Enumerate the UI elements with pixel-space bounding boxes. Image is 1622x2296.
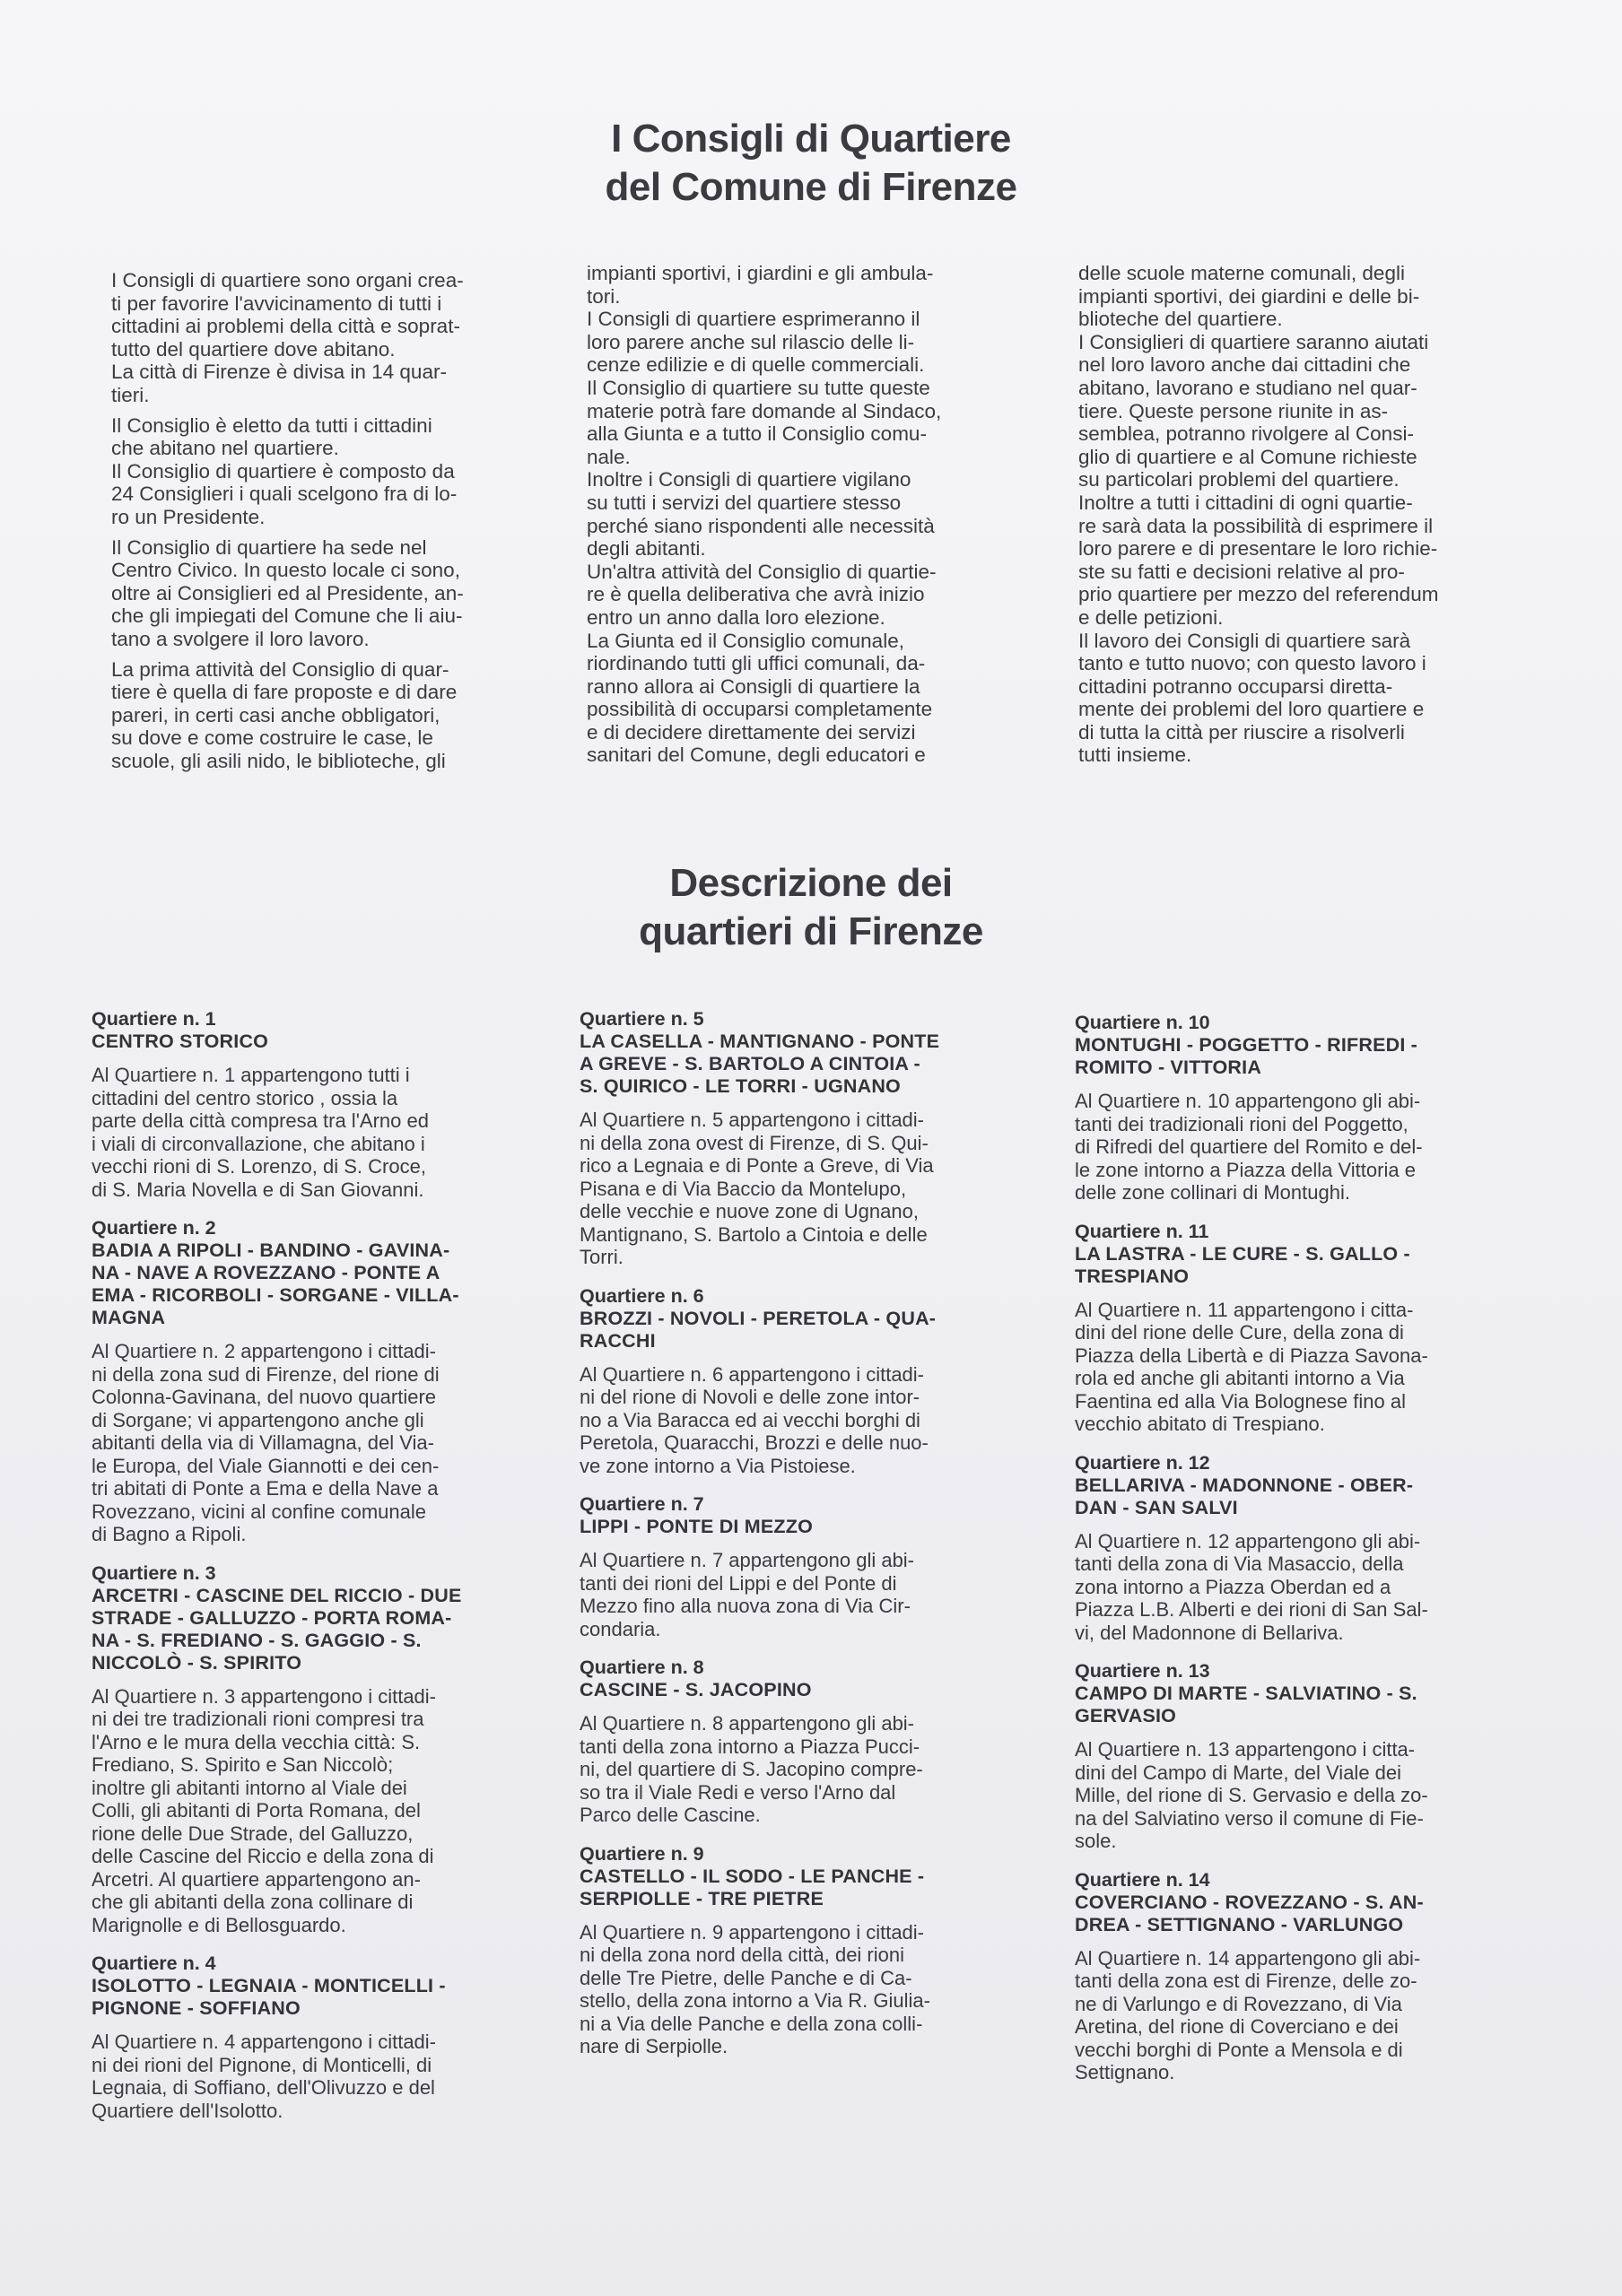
quartiere-names: LIPPI - PONTE DI MEZZO xyxy=(580,1516,814,1537)
quartiere-number: Quartiere n. 6 xyxy=(580,1284,704,1307)
intro-column-3 xyxy=(1078,262,1505,767)
quartiere-entry xyxy=(580,1493,1010,1640)
quartiere-description: Al Quartiere n. 8 appartengono gli abi- tanti della zona intorno a Piazza Pucci- ni, del quartiere di S. Jacopino compre- so tra il Viale Redi e verso l'Arno dal Parco delle Cascine. xyxy=(580,1712,923,1826)
quartieri-column-3 xyxy=(1075,1012,1505,2100)
quartiere-names: BROZZI - NOVOLI - PERETOLA - QUA- RACCHI xyxy=(580,1307,937,1352)
quartiere-number: Quartiere n. 2 xyxy=(92,1217,216,1239)
quartiere-description: Al Quartiere n. 9 appartengono i cittadi- ni della zona nord della città, dei rioni delle Tre Pietre, delle Panche e di Ca- stello, della zona intorno a Via R. Giulia- ni a Via delle Panche e della zona colli- nare di Serpiolle. xyxy=(580,1920,930,2057)
quartiere-number: Quartiere n. 4 xyxy=(92,1952,216,1974)
quartiere-entry xyxy=(92,1562,522,1937)
quartiere-names: MONTUGHI - POGGETTO - RIFREDI - ROMITO - VITTORIA xyxy=(1075,1034,1418,1078)
intro-paragraph: delle scuole materne comunali, degli impianti sportivi, dei giardini e delle bi- blioteche del quartiere. I Consiglieri di quartiere saranno aiutati nel loro lavoro anche dai cittadini che abitano, lavorano e studiano nel quar- tiere. Queste persone riunite in as- semblea, potranno rivolgere al Consi- glio di quartiere e al Comune richieste su particolari problemi del quartiere. Inoltre a tutti i cittadini di ogni quartie- re sarà data la possibilità di esprimere il loro parere e di presentare le loro richie- ste su fatti e decisioni relative al pro- prio quartiere per mezzo del referendum e delle petizioni. Il lavoro dei Consigli di quartiere sarà tanto e tutto nuovo; con questo lavoro i cittadini potranno occuparsi diretta- mente dei problemi del loro quartiere e di tutta la città per riuscire a risolverli tutti insieme. xyxy=(1078,262,1439,767)
intro-paragraph: Il Consiglio è eletto da tutti i cittadini che abitano nel quartiere. Il Consiglio di quartiere è composto da 24 Consiglieri i quali scelgono fra di lo- ro un Presidente. xyxy=(111,413,458,528)
quartiere-description: Al Quartiere n. 5 appartengono i cittadi- ni della zona ovest di Firenze, di S. Qui- rico a Legnaia e di Ponte a Greve, di Via Pisana e di Via Baccio da Montelupo, delle vecchie e nuove zone di Ugnano, Mantignano, S. Bartolo a Cintoia e delle Torri. xyxy=(580,1109,934,1268)
quartiere-names: LA CASELLA - MANTIGNANO - PONTE A GREVE - S. BARTOLO A CINTOIA - S. QUIRICO - LE TORRI - UGNANO xyxy=(580,1031,940,1097)
quartiere-description: Al Quartiere n. 2 appartengono i cittadi- ni della zona sud di Firenze, del rione di Colonna-Gavinana, del nuovo quartiere di Sorgane; vi appartengono anche gli abitanti della via di Villamagna, del Via- le Europa, del Viale Giannotti e dei cen- tri abitati di Ponte a Ema e della Nave a Rovezzano, vicini al confine comunale di Bagno a Ripoli. xyxy=(92,1340,440,1545)
quartiere-number: Quartiere n. 13 xyxy=(1075,1660,1210,1682)
section-title-line-2: quartieri di Firenze xyxy=(639,909,983,953)
quartiere-description: Al Quartiere n. 14 appartengono gli abi- tanti della zona est di Firenze, delle zo- ne di Varlungo e di Rovezzano, di Via Aretina, del rione di Coverciano e dei vecchi borghi di Ponte a Mensola e di Settignano. xyxy=(1075,1946,1421,2083)
quartiere-description: Al Quartiere n. 12 appartengono gli abi- tanti della zona di Via Masaccio, della zona intorno a Piazza Oberdan ed a Piazza L.B. Alberti e dei rioni di San Sal- vi, del Madonnone di Bellariva. xyxy=(1075,1529,1428,1644)
quartiere-description: Al Quartiere n. 3 appartengono i cittadi- ni dei tre tradizionali rioni compresi tra l'Arno e le mura della vecchia città: S. Frediano, S. Spirito e San Niccolò; inoltre gli abitanti intorno al Viale dei Colli, gli abitanti di Porta Romana, del rione delle Due Strade, del Galluzzo, delle Cascine del Riccio e della zona di Arcetri. Al quartiere appartengono an- che gli abitanti della zona collinare di Marignolle e di Bellosguardo. xyxy=(92,1684,437,1936)
quartiere-description: Al Quartiere n. 1 appartengono tutti i cittadini del centro storico , ossia la parte della città compresa tra l'Arno ed i viali di circonvallazione, che abitano i vecchi rioni di S. Lorenzo, di S. Croce, di S. Maria Novella e di San Giovanni. xyxy=(92,1064,429,1201)
quartiere-entry xyxy=(580,1843,1010,2058)
quartiere-number: Quartiere n. 1 xyxy=(92,1008,216,1030)
quartiere-entry xyxy=(92,1217,522,1546)
quartiere-number: Quartiere n. 8 xyxy=(580,1657,704,1678)
section-title-line-1: Descrizione dei xyxy=(669,861,953,905)
quartiere-names: COVERCIANO - ROVEZZANO - S. AN- DREA - SETTIGNANO - VARLUNGO xyxy=(1075,1891,1424,1935)
quartiere-description: Al Quartiere n. 13 appartengono i citta- dini del Campo di Marte, del Viale dei Mille, del rione di S. Gervasio e della zo- na del Salviatino verso il comune di Fie- sole. xyxy=(1075,1738,1428,1852)
quartieri-column-2 xyxy=(580,1008,1010,2074)
quartiere-names: BADIA A RIPOLI - BANDINO - GAVINA- NA - NAVE A ROVEZZANO - PONTE A EMA - RICORBOLI - SORGANE - VILLA- MAGNA xyxy=(92,1239,459,1328)
quartiere-description: Al Quartiere n. 7 appartengono gli abi- tanti dei rioni del Lippi e del Ponte di Mezzo fino alla nuova zona di Via Cir- condaria. xyxy=(580,1549,915,1640)
intro-column-2 xyxy=(587,262,1012,767)
quartiere-entry xyxy=(92,1008,522,1201)
intro-paragraph: I Consigli di quartiere sono organi crea- ti per favorire l'avvicinamento di tutti i cittadini ai problemi della città e soprat- tutto del quartiere dove abitano. La città di Firenze è divisa in 14 quar- tieri. xyxy=(111,269,464,406)
quartiere-description: Al Quartiere n. 11 appartengono i citta- dini del rione delle Cure, della zona di Piazza della Libertà e di Piazza Savona- rola ed anche gli abitanti intorno a Via Faentina ed alla Via Bolognese fino al vecchio abitato di Trespiano. xyxy=(1075,1298,1428,1435)
quartiere-entry xyxy=(1075,1221,1505,1436)
intro-column-1 xyxy=(111,269,519,772)
quartiere-names: ARCETRI - CASCINE DEL RICCIO - DUE STRADE - GALLUZZO - PORTA ROMA- NA - S. FREDIANO - S. GAGGIO - S. NICCOLÒ - S. SPIRITO xyxy=(92,1584,462,1674)
intro-paragraph: La prima attività del Consiglio di quar- tiere è quella di fare proposte e di dare pareri, in certi casi anche obbligatori, su dove e come costruire le case, le scuole, gli asili nido, le biblioteche, gli xyxy=(111,657,458,772)
quartiere-names: CASCINE - S. JACOPINO xyxy=(580,1679,812,1700)
quartiere-names: CENTRO STORICO xyxy=(92,1031,269,1052)
quartiere-number: Quartiere n. 5 xyxy=(580,1008,704,1030)
quartiere-number: Quartiere n. 7 xyxy=(580,1493,704,1515)
main-title-line-1: I Consigli di Quartiere xyxy=(611,117,1011,161)
quartiere-entry xyxy=(1075,1869,1505,2084)
quartiere-entry xyxy=(1075,1012,1505,1205)
intro-paragraph: impianti sportivi, i giardini e gli ambula- tori. I Consigli di quartiere esprimeranno il loro parere anche sul rilascio delle li- cenze edilizie e di quelle commerciali. Il Consiglio di quartiere su tutte queste materie potrà fare domande al Sindaco, alla Giunta e a tutto il Consiglio comu- nale. Inoltre i Consigli di quartiere vigilano su tutti i servizi del quartiere stesso perché siano rispondenti alle necessità degli abitanti. Un'altra attività del Consiglio di quartie- re è quella deliberativa che avrà inizio entro un anno dalla loro elezione. La Giunta ed il Consiglio comunale, riordinando tutti gli uffici comunali, da- ranno allora ai Consigli di quartiere la possibilità di occuparsi completamente e di decidere direttamente dei servizi sanitari del Comune, degli educatori e xyxy=(587,262,942,767)
intro-paragraph: Il Consiglio di quartiere ha sede nel Centro Civico. In questo locale ci sono, oltre ai Consiglieri ed al Presidente, an- che gli impiegati del Comune che li aiu- tano a svolgere il loro lavoro. xyxy=(111,535,464,650)
quartiere-entry xyxy=(580,1008,1010,1269)
quartiere-number: Quartiere n. 9 xyxy=(580,1842,704,1865)
main-title-line-2: del Comune di Firenze xyxy=(605,165,1017,209)
quartiere-names: LA LASTRA - LE CURE - S. GALLO - TRESPIANO xyxy=(1075,1242,1410,1287)
quartiere-entry xyxy=(580,1285,1010,1478)
quartiere-names: ISOLOTTO - LEGNAIA - MONTICELLI - PIGNONE - SOFFIANO xyxy=(92,1975,446,2019)
quartiere-number: Quartiere n. 11 xyxy=(1075,1220,1209,1242)
quartiere-names: BELLARIVA - MADONNONE - OBER- DAN - SAN SALVI xyxy=(1075,1474,1414,1518)
quartiere-description: Al Quartiere n. 4 appartengono i cittadi- ni dei rioni del Pignone, di Monticelli, di Legnaia, di Soffiano, dell'Olivuzzo e del Quartiere dell'Isolotto. xyxy=(92,2031,437,2122)
quartiere-entry xyxy=(1075,1660,1505,1853)
quartiere-description: Al Quartiere n. 10 appartengono gli abi- tanti dei tradizionali rioni del Poggetto, di Rifredi del quartiere del Romito e del- le zone intorno a Piazza della Vittoria e delle zone collinari di Montughi. xyxy=(1075,1090,1423,1204)
main-title xyxy=(0,115,1622,212)
quartiere-description: Al Quartiere n. 6 appartengono i cittadi- ni del rione di Novoli e delle zone intor- no a Via Baracca ed ai vecchi borghi di Peretola, Quaracchi, Brozzi e delle nuo- ve zone intorno a Via Pistoiese. xyxy=(580,1362,929,1477)
quartiere-entry xyxy=(580,1657,1010,1827)
section-title xyxy=(0,859,1622,956)
quartiere-entry xyxy=(1075,1452,1505,1645)
quartiere-names: CASTELLO - IL SODO - LE PANCHE - SERPIOLLE - TRE PIETRE xyxy=(580,1865,925,1909)
quartiere-number: Quartiere n. 3 xyxy=(92,1561,216,1584)
quartiere-names: CAMPO DI MARTE - SALVIATINO - S. GERVASIO xyxy=(1075,1683,1417,1726)
quartiere-number: Quartiere n. 10 xyxy=(1075,1012,1210,1033)
quartiere-number: Quartiere n. 14 xyxy=(1075,1868,1210,1891)
quartiere-entry xyxy=(92,1952,522,2122)
quartieri-column-1 xyxy=(92,1008,522,2138)
quartiere-number: Quartiere n. 12 xyxy=(1075,1451,1210,1474)
